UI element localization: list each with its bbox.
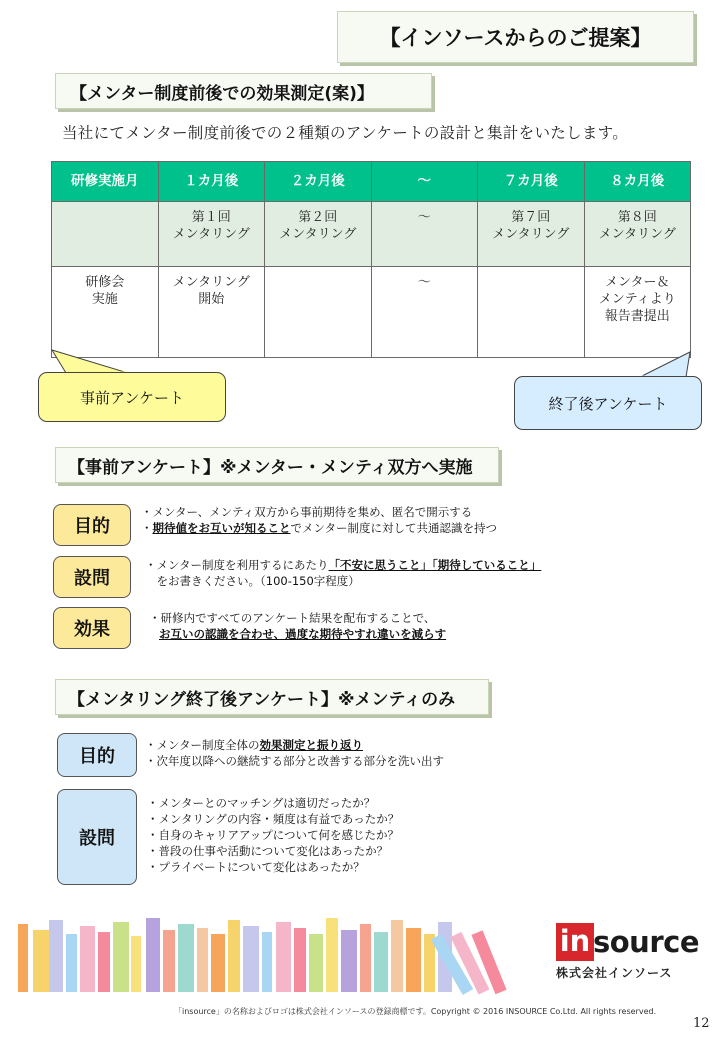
book-spine	[391, 920, 403, 992]
effect-description	[149, 610, 446, 642]
table-cell: 研修会 実施	[52, 267, 159, 358]
table-cell: 第１回 メンタリング	[158, 202, 265, 267]
callout-pre-survey: 事前アンケート	[38, 372, 226, 422]
table-cell: 第７回 メンタリング	[478, 202, 585, 267]
books-illustration	[0, 900, 560, 1000]
section-title-pre-survey: 【事前アンケート】※メンター・メンティ双方へ実施	[55, 447, 499, 483]
header-cell: 〜	[371, 162, 478, 202]
book-spine	[80, 926, 95, 992]
book-spine	[66, 934, 77, 992]
question-text: ・メンター制度を利用するにあたり	[145, 558, 329, 572]
emphasis-text: お互いの認識を合わせ、過度な期待やすれ違いを減らす	[159, 627, 447, 641]
header-cell: ８カ月後	[584, 162, 691, 202]
book-spine	[178, 924, 194, 992]
callout-post-tail	[640, 352, 690, 377]
book-spine	[98, 932, 110, 992]
table-cell: メンター＆ メンティより 報告書提出	[584, 267, 691, 358]
effect-line	[149, 626, 446, 642]
book-spine	[406, 928, 421, 992]
book-spine	[294, 928, 306, 992]
page-number: 12	[693, 1016, 710, 1031]
book-spine	[228, 920, 240, 992]
list-item: ・メンターとのマッチングは適切だったか？	[147, 796, 376, 810]
list-item: ・プライベートについて変化はあったか？	[147, 860, 365, 874]
page-title: 【インソースからのご提案】	[337, 11, 694, 63]
book-spine	[309, 934, 323, 992]
list-item: ・自身のキャリアアップについて何を感じたか？	[147, 828, 399, 842]
logo-wordmark: source	[593, 925, 699, 959]
purpose-line: ・メンター、メンティ双方から事前期待を集め、匿名で開示する	[141, 505, 473, 519]
purpose-line	[145, 737, 444, 753]
book-spine	[211, 934, 225, 992]
purpose-line	[141, 520, 497, 536]
book-spine	[49, 920, 63, 992]
header-cell: ７カ月後	[478, 162, 585, 202]
callout-pre-tail	[52, 350, 128, 373]
header-cell: １カ月後	[158, 162, 265, 202]
book-spine	[146, 918, 160, 992]
book-spine	[341, 930, 357, 992]
purpose-text: でメンター制度に対して共通認識を持つ	[290, 521, 498, 535]
book-spine	[374, 932, 388, 992]
book-spine	[113, 922, 129, 992]
question-line: をお書きください。（100-150字程度）	[145, 574, 360, 588]
tag-purpose: 目的	[57, 733, 137, 777]
emphasis-text: 期待値をお互いが知ること	[152, 521, 291, 535]
book-spine	[33, 930, 49, 992]
table-cell: 第２回 メンタリング	[265, 202, 372, 267]
book-spine	[163, 930, 175, 992]
tag-purpose: 目的	[53, 504, 131, 546]
book-spine	[326, 918, 338, 992]
section-title-effect-measurement: 【メンター制度前後での効果測定(案)】	[55, 73, 432, 109]
callout-post-survey: 終了後アンケート	[514, 376, 702, 430]
table-cell: 〜	[371, 202, 478, 267]
purpose-line: ・次年度以降への継続する部分と改善する部分を洗い出す	[145, 754, 444, 768]
insource-logo	[553, 921, 699, 983]
question-line	[145, 557, 541, 573]
purpose-description	[141, 504, 497, 536]
tag-effect: 効果	[53, 607, 131, 649]
header-cell: 研修実施月	[52, 162, 159, 202]
emphasis-text: 効果測定と振り返り	[259, 738, 364, 752]
book-spine	[18, 924, 28, 992]
copyright-footer: 「insource」の名称およびロゴは株式会社インソースの登録商標です。Copyright © 2016 INSOURCE Co.Ltd. All rights reserved.	[174, 1007, 657, 1016]
intro-text: 当社にてメンター制度前後での２種類のアンケートの設計と集計をいたします。	[62, 124, 629, 142]
book-spine	[243, 926, 259, 992]
purpose-description	[145, 737, 444, 769]
tag-question: 設問	[53, 556, 131, 598]
effect-line: ・研修内ですべてのアンケート結果を配布することで、	[149, 611, 436, 625]
book-spine	[276, 922, 291, 992]
logo-mark: in	[556, 923, 594, 961]
question-description	[145, 557, 541, 589]
bullet: ・	[141, 521, 153, 535]
table-cell: メンタリング 開始	[158, 267, 265, 358]
tag-question: 設問	[57, 789, 137, 885]
purpose-text: ・メンター制度全体の	[145, 738, 260, 752]
book-spine	[131, 936, 141, 992]
book-spine	[197, 928, 208, 992]
table-cell: 〜	[371, 267, 478, 358]
list-item: ・メンタリングの内容・頻度は有益であったか？	[147, 812, 400, 826]
section-title-post-survey: 【メンタリング終了後アンケート】※メンティのみ	[55, 679, 489, 715]
table-cell: 第８回 メンタリング	[584, 202, 691, 267]
question-list	[147, 795, 399, 875]
company-name: 株式会社インソース	[556, 966, 673, 980]
book-spine	[262, 932, 272, 992]
book-spine	[360, 924, 371, 992]
list-item: ・普段の仕事や活動について変化はあったか？	[147, 844, 389, 858]
header-cell: ２カ月後	[265, 162, 372, 202]
emphasis-text: 「不安に思うこと」「期待していること」	[328, 558, 542, 572]
